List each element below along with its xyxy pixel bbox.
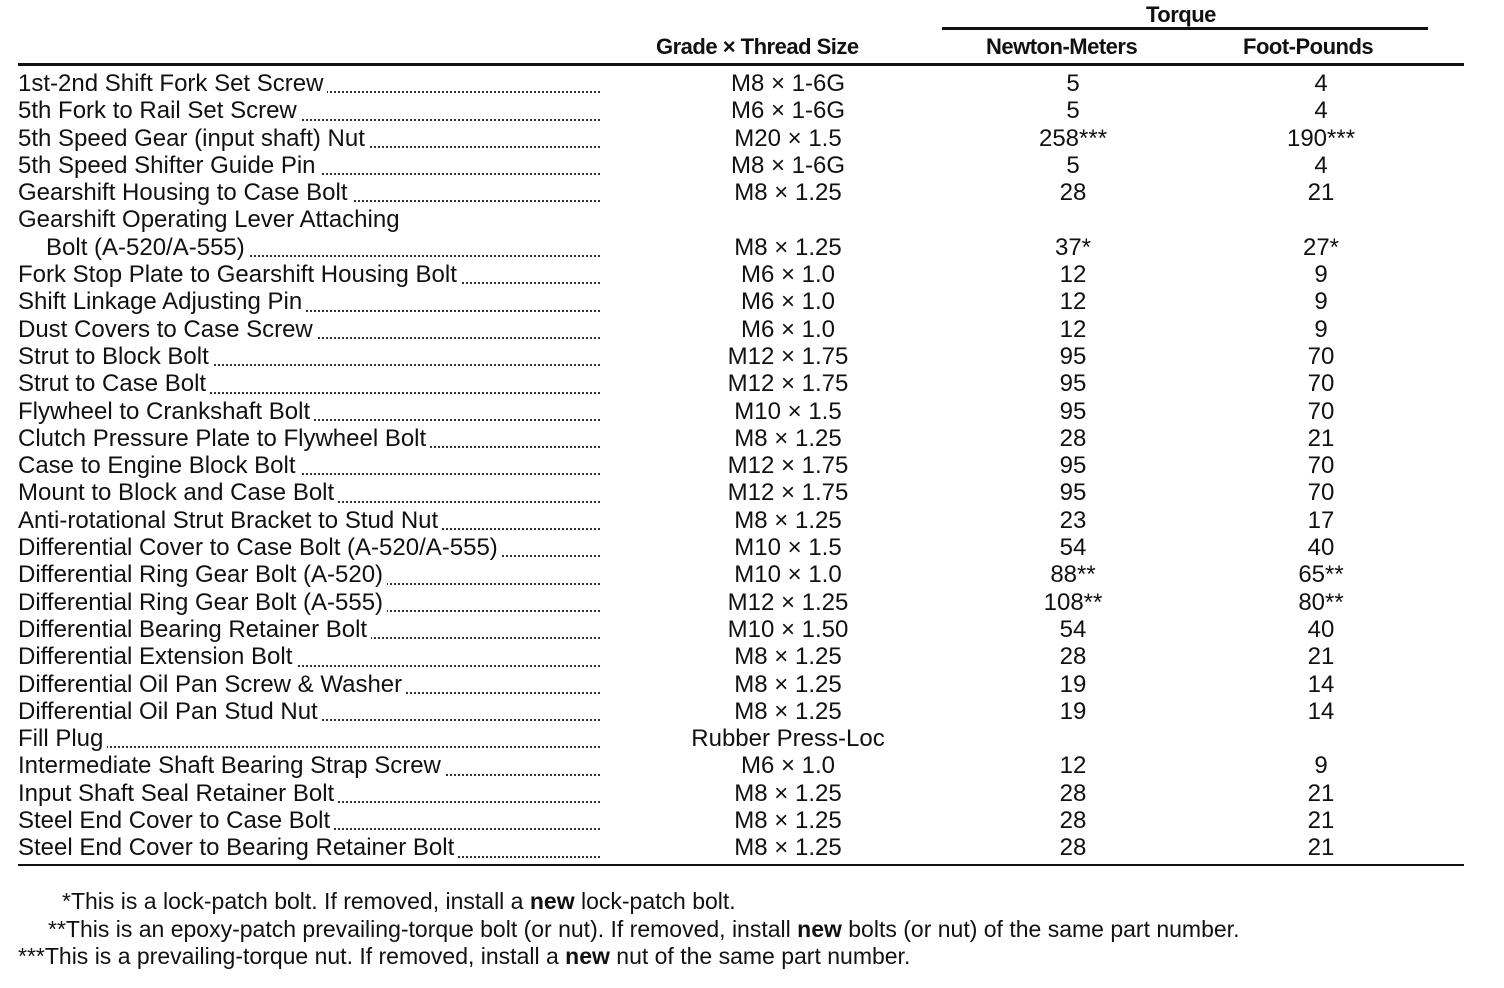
table-row [18, 752, 1468, 779]
table-row [18, 561, 1468, 588]
footnote-after: lock-patch bolt. [574, 888, 736, 914]
table-body [18, 70, 1468, 862]
grade-thread-size-header: Grade × Thread Size [656, 34, 859, 59]
table-row [18, 425, 1468, 452]
foot-pounds-header: Foot-Pounds [1243, 34, 1374, 59]
part-description: Input Shaft Seal Retainer Bolt [18, 780, 600, 807]
torque-foot-pounds: 4 [1314, 97, 1328, 125]
torque-foot-pounds: 21 [1307, 834, 1335, 862]
torque-foot-pounds: 40 [1307, 534, 1335, 562]
table-row [18, 807, 1468, 834]
part-description: Differential Bearing Retainer Bolt [18, 616, 600, 643]
table-row [18, 643, 1468, 670]
torque-newton-meters: 88** [1050, 561, 1096, 589]
torque-foot-pounds: 9 [1314, 288, 1328, 316]
table-row [18, 479, 1468, 506]
part-description: Differential Extension Bolt [18, 643, 600, 670]
torque-newton-meters: 54 [1059, 615, 1087, 643]
torque-newton-meters: 37* [1054, 233, 1092, 261]
table-row [18, 698, 1468, 725]
part-description: Dust Covers to Case Screw [18, 316, 600, 343]
part-description: Steel End Cover to Bearing Retainer Bolt [18, 834, 600, 861]
grade-thread-size: M10 × 1.0 [734, 561, 842, 589]
footnote-after: nut of the same part number. [609, 943, 911, 969]
table-row [18, 616, 1468, 643]
table-row [18, 452, 1468, 479]
grade-thread-size: M8 × 1-6G [730, 70, 846, 97]
table-row [18, 834, 1468, 861]
part-description: Differential Cover to Case Bolt (A-520/A-555) [18, 534, 600, 561]
torque-foot-pounds: 70 [1307, 370, 1335, 398]
table-row [18, 671, 1468, 698]
part-description: Case to Engine Block Bolt [18, 452, 600, 479]
part-description: 1st-2nd Shift Fork Set Screw [18, 70, 600, 97]
grade-thread-size: M12 × 1.75 [727, 452, 849, 480]
torque-newton-meters: 28 [1059, 643, 1087, 671]
torque-foot-pounds: 21 [1307, 424, 1335, 452]
table-bottom-rule [18, 864, 1464, 866]
torque-newton-meters: 258*** [1038, 124, 1108, 152]
grade-thread-size: M10 × 1.5 [734, 397, 842, 425]
grade-thread-size: M8 × 1.25 [734, 697, 842, 725]
table-row [18, 507, 1468, 534]
torque-foot-pounds: 40 [1307, 615, 1335, 643]
torque-newton-meters: 28 [1059, 834, 1087, 862]
torque-foot-pounds: 190*** [1286, 124, 1356, 152]
grade-thread-size: M12 × 1.25 [727, 588, 849, 616]
footnote-before: This is an epoxy-patch prevailing-torque bolt (or nut). If removed, install [65, 915, 798, 942]
footnote [18, 888, 1239, 916]
torque-foot-pounds: 14 [1307, 697, 1335, 725]
grade-thread-size: M8 × 1-6G [730, 151, 846, 179]
grade-thread-size: M10 × 1.50 [727, 615, 849, 643]
part-description: Clutch Pressure Plate to Flywheel Bolt [18, 425, 600, 452]
torque-newton-meters: 95 [1059, 397, 1087, 425]
grade-thread-size: M12 × 1.75 [727, 479, 849, 507]
torque-foot-pounds: 21 [1307, 643, 1335, 671]
table-row [18, 206, 1468, 261]
footnote-bold: new [529, 888, 575, 914]
torque-header-rule [942, 27, 1428, 30]
part-description: Differential Oil Pan Screw & Washer [18, 671, 600, 698]
table-row [18, 316, 1468, 343]
newton-meters-header: Newton-Meters [986, 34, 1138, 59]
grade-thread-size: M8 × 1.25 [734, 779, 842, 807]
grade-thread-size: M8 × 1.25 [734, 506, 842, 534]
part-description: Fill Plug [18, 725, 600, 752]
footnote-prefix: * [62, 888, 71, 914]
part-description: Intermediate Shaft Bearing Strap Screw [18, 752, 600, 779]
table-row [18, 179, 1468, 206]
torque-foot-pounds: 14 [1307, 670, 1335, 698]
table-row [18, 534, 1468, 561]
footnotes [18, 888, 1239, 971]
torque-foot-pounds: 70 [1307, 452, 1335, 480]
table-row [18, 725, 1468, 752]
grade-thread-size: M12 × 1.75 [727, 370, 849, 398]
table-row [18, 70, 1468, 97]
header-bottom-rule [18, 63, 1464, 66]
torque-foot-pounds: 17 [1307, 506, 1335, 534]
grade-thread-size: M8 × 1.25 [734, 834, 842, 862]
torque-foot-pounds: 21 [1307, 807, 1335, 835]
torque-foot-pounds: 70 [1307, 479, 1335, 507]
grade-thread-size: M8 × 1.25 [734, 424, 842, 452]
torque-newton-meters: 12 [1059, 315, 1087, 343]
grade-thread-size: M6 × 1.0 [740, 752, 836, 780]
part-description: Differential Ring Gear Bolt (A-555) [18, 589, 600, 616]
torque-newton-meters: 19 [1059, 670, 1087, 698]
torque-newton-meters: 28 [1059, 424, 1087, 452]
grade-thread-size: M10 × 1.5 [734, 534, 842, 562]
torque-newton-meters: 54 [1059, 534, 1087, 562]
grade-thread-size: M6 × 1.0 [740, 288, 836, 316]
table-row [18, 97, 1468, 124]
footnote-before: This is a prevailing-torque nut. If removed, install a [44, 943, 566, 969]
grade-thread-size: M20 × 1.5 [734, 124, 842, 152]
footnote-before: This is a lock-patch bolt. If removed, install a [70, 888, 530, 914]
footnote-bold: new [565, 943, 610, 969]
torque-group-header: Torque [1146, 2, 1216, 27]
torque-foot-pounds: 9 [1314, 752, 1328, 780]
torque-foot-pounds: 80** [1298, 588, 1344, 616]
torque-newton-meters: 95 [1059, 342, 1087, 370]
torque-newton-meters: 5 [1066, 97, 1080, 125]
torque-newton-meters: 95 [1059, 452, 1087, 480]
part-description: Flywheel to Crankshaft Bolt [18, 398, 600, 425]
torque-newton-meters: 95 [1059, 370, 1087, 398]
part-description: Steel End Cover to Case Bolt [18, 807, 600, 834]
part-description: Gearshift Housing to Case Bolt [18, 179, 600, 206]
torque-foot-pounds: 9 [1314, 261, 1328, 289]
torque-newton-meters: 12 [1059, 752, 1087, 780]
grade-thread-size: M8 × 1.25 [734, 643, 842, 671]
part-description: Shift Linkage Adjusting Pin [18, 288, 600, 315]
footnote-bold: new [797, 915, 842, 942]
table-row [18, 261, 1468, 288]
part-description: Differential Oil Pan Stud Nut [18, 698, 600, 725]
grade-thread-size: M8 × 1.25 [734, 233, 842, 261]
torque-newton-meters: 28 [1059, 779, 1087, 807]
grade-thread-size: M6 × 1-6G [730, 97, 846, 125]
torque-foot-pounds: 4 [1314, 70, 1328, 97]
torque-newton-meters: 28 [1059, 807, 1087, 835]
table-row [18, 288, 1468, 315]
torque-newton-meters: 5 [1066, 70, 1080, 97]
torque-newton-meters: 95 [1059, 479, 1087, 507]
torque-newton-meters: 12 [1059, 288, 1087, 316]
table-row [18, 398, 1468, 425]
grade-thread-size: M12 × 1.75 [727, 342, 849, 370]
grade-thread-size: M8 × 1.25 [734, 179, 842, 207]
part-description: 5th Fork to Rail Set Screw [18, 97, 600, 124]
table-row [18, 780, 1468, 807]
table-row [18, 370, 1468, 397]
part-description: Differential Ring Gear Bolt (A-520) [18, 561, 600, 588]
torque-newton-meters: 5 [1066, 151, 1080, 179]
grade-thread-size: M6 × 1.0 [740, 315, 836, 343]
torque-newton-meters: 28 [1059, 179, 1087, 207]
grade-thread-size: Rubber Press-Loc [691, 725, 885, 753]
footnote [18, 943, 1239, 971]
grade-thread-size: M6 × 1.0 [740, 261, 836, 289]
torque-foot-pounds: 70 [1307, 397, 1335, 425]
grade-thread-size: M8 × 1.25 [734, 807, 842, 835]
part-description: Anti-rotational Strut Bracket to Stud Nut [18, 507, 600, 534]
part-description: Fork Stop Plate to Gearshift Housing Bolt [18, 261, 600, 288]
torque-newton-meters: 23 [1059, 506, 1087, 534]
torque-foot-pounds: 70 [1307, 342, 1335, 370]
footnote-after: bolts (or nut) of the same part number. [841, 915, 1240, 942]
table-row [18, 125, 1468, 152]
torque-newton-meters: 108** [1043, 588, 1103, 616]
torque-foot-pounds: 65** [1298, 561, 1344, 589]
table-row [18, 589, 1468, 616]
table-row [18, 343, 1468, 370]
torque-foot-pounds: 4 [1314, 151, 1328, 179]
torque-foot-pounds: 21 [1307, 779, 1335, 807]
torque-foot-pounds: 9 [1314, 315, 1328, 343]
torque-newton-meters: 12 [1059, 261, 1087, 289]
part-description: 5th Speed Gear (input shaft) Nut [18, 125, 600, 152]
grade-thread-size: M8 × 1.25 [734, 670, 842, 698]
torque-foot-pounds: 21 [1307, 179, 1335, 207]
footnote-prefix: ** [48, 915, 66, 942]
part-description: Mount to Block and Case Bolt [18, 479, 600, 506]
torque-foot-pounds: 27* [1302, 233, 1340, 261]
table-row [18, 152, 1468, 179]
footnote-prefix: *** [18, 943, 45, 969]
part-description: Strut to Block Bolt [18, 343, 600, 370]
footnote [18, 916, 1239, 944]
torque-newton-meters: 19 [1059, 697, 1087, 725]
part-description: Gearshift Operating Lever Attaching Bolt (A-520/A-555) [18, 206, 600, 261]
part-description: 5th Speed Shifter Guide Pin [18, 152, 600, 179]
part-description: Strut to Case Bolt [18, 370, 600, 397]
